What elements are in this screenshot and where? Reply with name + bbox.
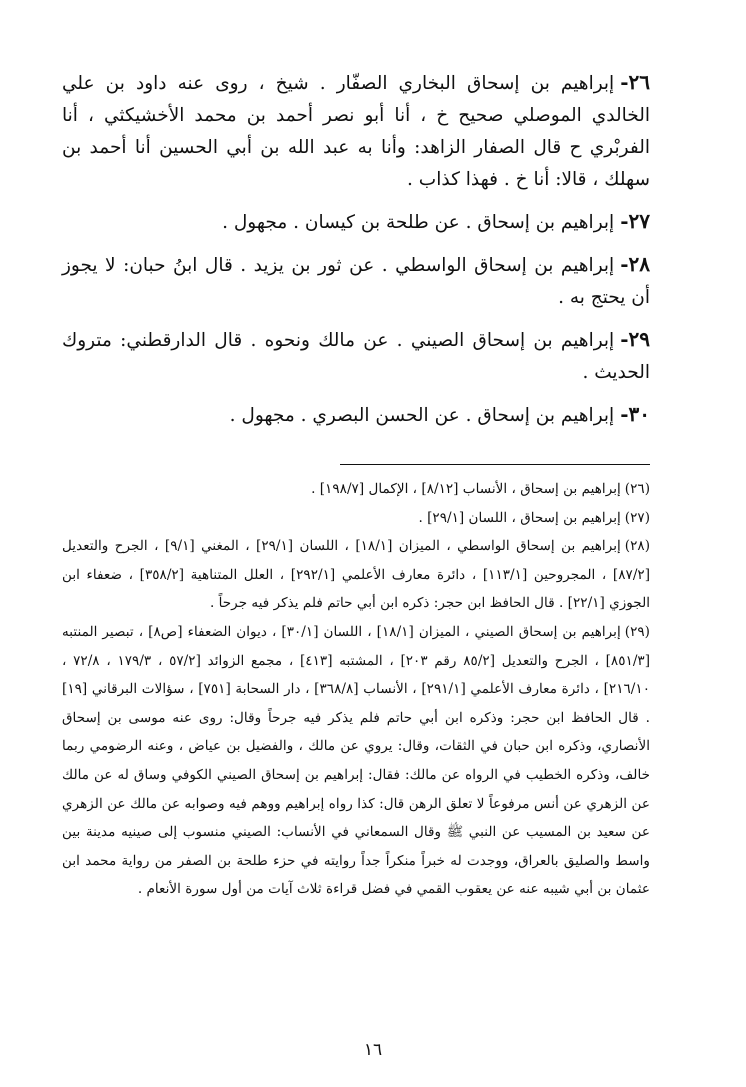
footnote-divider	[340, 464, 650, 465]
entry-number: ٣٠-	[620, 402, 650, 426]
entry-29	[62, 323, 650, 389]
footnote-number: (٢٧)	[624, 509, 650, 526]
entry-text: إبراهيم بن إسحاق الصيني . عن مالك ونحوه . قال الدارقطني: متروك الحديث .	[62, 330, 650, 383]
entry-text: إبراهيم بن إسحاق البخاري الصفّار . شيخ ، روى عنه داود بن علي الخالدي الموصلي صحيح خ ، أنا أبو نصر أحمد بن محمد الأخشيكثي ، أنا الفربْري ح قال الصفار الزاهد: وأنا به عبد الله بن أبي الحسين أنا أحمد بن سهلك ، قالا: أنا خ . فهذا كذاب .	[62, 73, 650, 190]
entry-number: ٢٨-	[620, 252, 650, 276]
entry-27	[62, 205, 650, 239]
footnote-number: (٢٦)	[624, 481, 650, 497]
page-number: ١٦	[363, 1040, 383, 1060]
footnote-27	[62, 504, 650, 533]
entry-number: ٢٩-	[620, 327, 650, 351]
footnote-number: (٢٩)	[624, 623, 650, 640]
footnote-text: إبراهيم بن إسحاق ، الأنساب [٨/١٢] ، الإكمال [١٩٨/٧] .	[311, 481, 621, 497]
footnote-number: (٢٨)	[624, 538, 651, 555]
entry-28	[62, 248, 650, 314]
footnote-29	[62, 618, 650, 904]
entry-text: إبراهيم بن إسحاق . عن طلحة بن كيسان . مجهول .	[222, 212, 615, 233]
footnote-text: إبراهيم بن إسحاق الواسطي ، الميزان [١٨/١] ، اللسان [٢٩/١] ، المغني [٩/١] ، الجرح والتعديل [٨٧/٢] ، المجروحين [١١٣/١] ، دائرة معارف الأعلمي [٢٩٢/١] ، العلل المتناهية [٣٥٨/٢] ، ضعفاء ابن الجوزي [٢٢/١] . قال الحافظ ابن حجر: ذكره ابن أبي حاتم فلم يذكر فيه جرحاً .	[62, 538, 651, 612]
footnote-text: إبراهيم بن إسحاق الصيني ، الميزان [١٨/١] ، اللسان [٣٠/١] ، ديوان الضعفاء [ص٨] ، تبصير المنتبه [٨٥١/٣] ، الجرح والتعديل [٨٥/٢ رقم ٢٠٣] ، المشتبه [٤١٣] ، مجمع الزوائد [٥٧/٢ ، ١٧٩/٣ ، ٧٢/٨ ، ٢١٦/١٠] ، دائرة معارف الأعلمي [٢٩١/١] ، الأنساب [٣٦٨/٨] ، دار السحابة [٧٥١] ، سؤالات البرقاني [١٩] . قال الحافظ ابن حجر: وذكره ابن أبي حاتم فلم يذكر فيه جرحاً وقال: روى عنه موسى بن إسحاق الأنصاري، وذكره ابن حبان في الثقات، وقال: يروي عن مالك ، والفضيل بن عياض ، وعنه الرضومي ربما خالف، وذكره الخطيب في الرواه عن مالك: فقال: إبراهيم بن إسحاق الصيني الكوفي وساق له عن مالك عن الزهري عن أنس مرفوعاً لا تعلق الرهن قال: كذا رواه إبراهيم ووهم فيه وصوابه عن مالك عن الزهري عن سعيد بن المسيب عن النبي ﷺ وقال السمعاني في الأنساب: الصيني منسوب إلى صينيه مدينة بين واسط والصليق بالعراق، ووجدت له خبراً منكراً جداً روايته في حزء طلحة بن الصفر من رواية محمد ابن عثمان بن أبي شيبه عنه عن يعقوب القمي في فضل قراءة ثلاث آيات من أول سورة الأنعام .	[62, 623, 651, 898]
footnote-28	[62, 532, 650, 618]
footnote-26	[62, 475, 650, 504]
entry-text: إبراهيم بن إسحاق . عن الحسن البصري . مجهول .	[229, 405, 615, 426]
entry-26	[62, 66, 650, 196]
entry-text: إبراهيم بن إسحاق الواسطي . عن ثور بن يزيد . قال ابنُ حبان: لا يجوز أن يحتج به .	[62, 255, 650, 308]
entry-number: ٢٧-	[620, 209, 650, 233]
main-text	[62, 66, 650, 432]
footnotes	[62, 475, 650, 904]
entry-30	[62, 398, 650, 432]
entry-number: ٢٦-	[620, 70, 650, 94]
footnote-text: إبراهيم بن إسحاق ، اللسان [٢٩/١] .	[418, 509, 621, 526]
